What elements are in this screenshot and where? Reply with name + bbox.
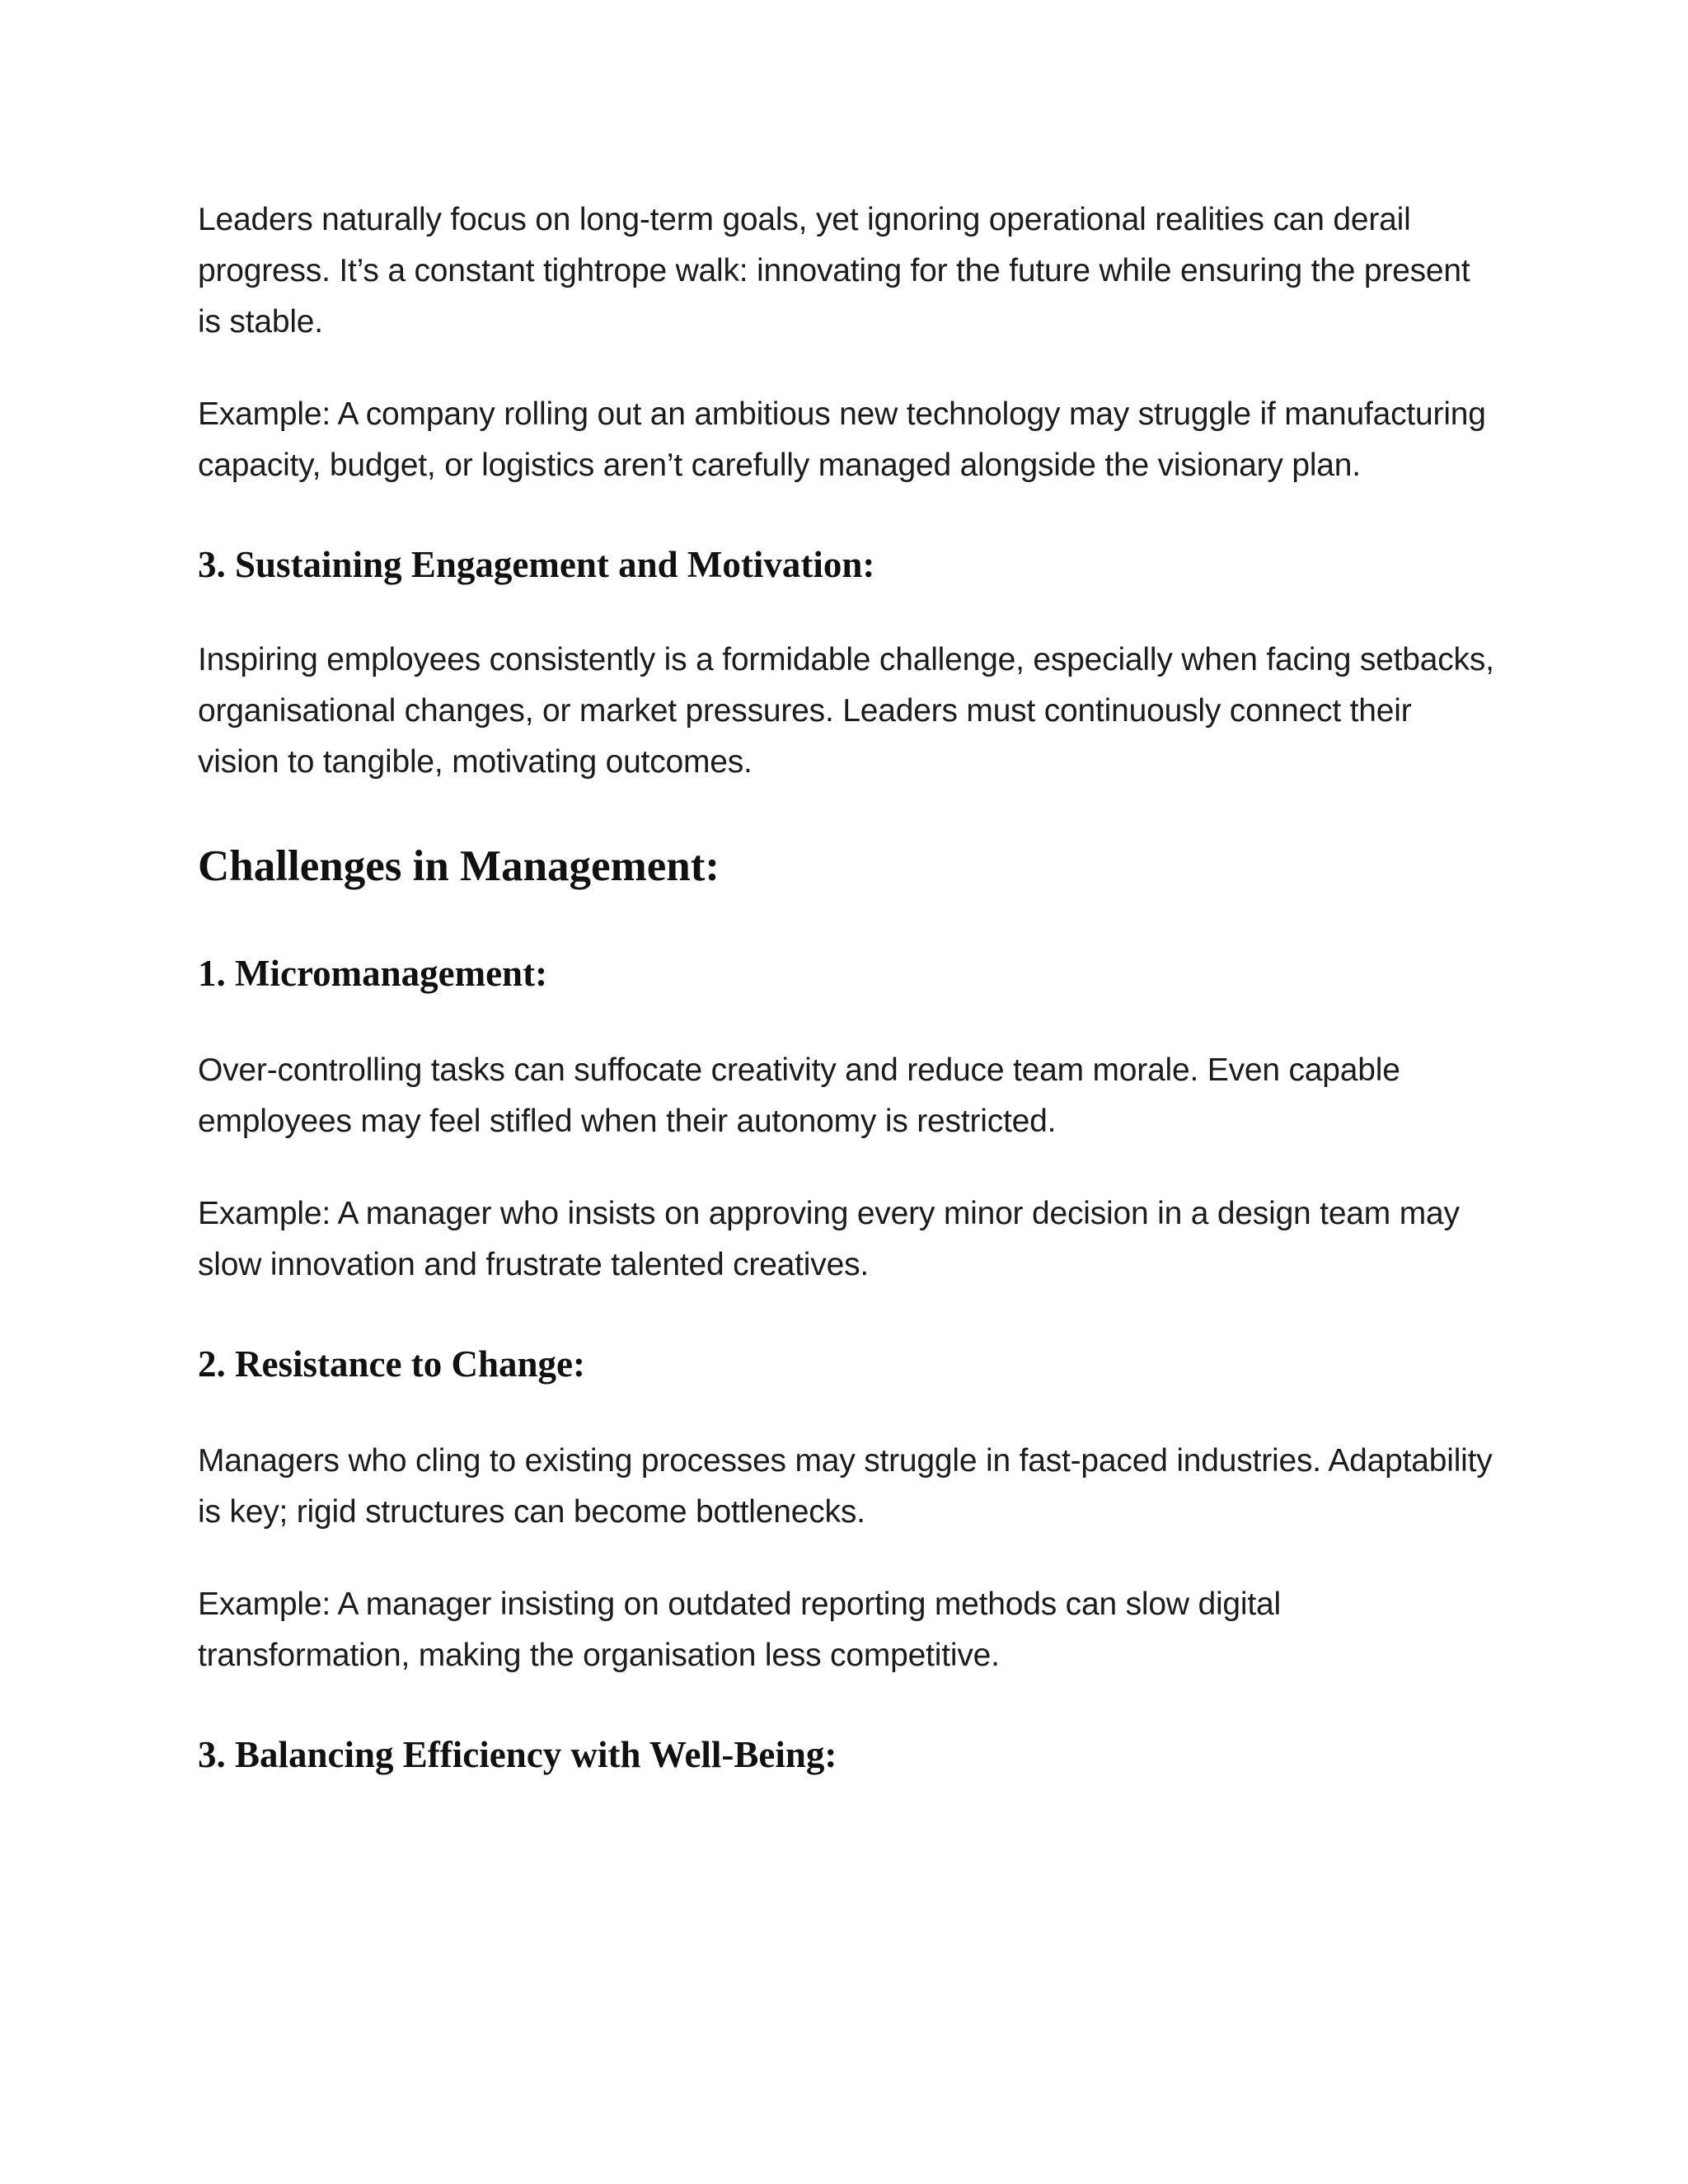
paragraph-operational-realities: Leaders naturally focus on long-term goals, yet ignoring operational realities can derail progress. It’s a constant tightrope walk: innovating for the future while ensuring the present is stable. [198, 202, 1470, 340]
heading-sustaining-engagement: 3. Sustaining Engagement and Motivation: [198, 544, 875, 585]
paragraph-existing-processes: Managers who cling to existing processes may struggle in fast-paced industries. Adaptability is key; rigid structures can become bottlenecks. [198, 1443, 1493, 1530]
paragraph-reporting-example: Example: A manager insisting on outdated reporting methods can slow digital transformation, making the organisation less competitive. [198, 1586, 1281, 1673]
heading-balancing-efficiency: 3. Balancing Efficiency with Well-Being: [198, 1734, 837, 1775]
heading-challenges-in-management: Challenges in Management: [198, 842, 720, 890]
paragraph-technology-example: Example: A company rolling out an ambitious new technology may struggle if manufacturing capacity, budget, or logistics aren’t carefully managed alongside the visionary plan. [198, 396, 1486, 483]
paragraph-over-controlling: Over-controlling tasks can suffocate creativity and reduce team morale. Even capable employees may feel stifled when their autonomy is restricted. [198, 1052, 1400, 1139]
paragraph-inspiring-employees: Inspiring employees consistently is a formidable challenge, especially when facing setbacks, organisational changes, or market pressures. Leaders must continuously connect their vision to tangible, motivating outcomes. [198, 642, 1494, 780]
heading-micromanagement: 1. Micromanagement: [198, 953, 548, 994]
document-page [198, 194, 1500, 1780]
paragraph-micromanagement-example: Example: A manager who insists on approving every minor decision in a design team may slow innovation and frustrate talented creatives. [198, 1196, 1460, 1282]
heading-resistance-to-change: 2. Resistance to Change: [198, 1343, 585, 1385]
